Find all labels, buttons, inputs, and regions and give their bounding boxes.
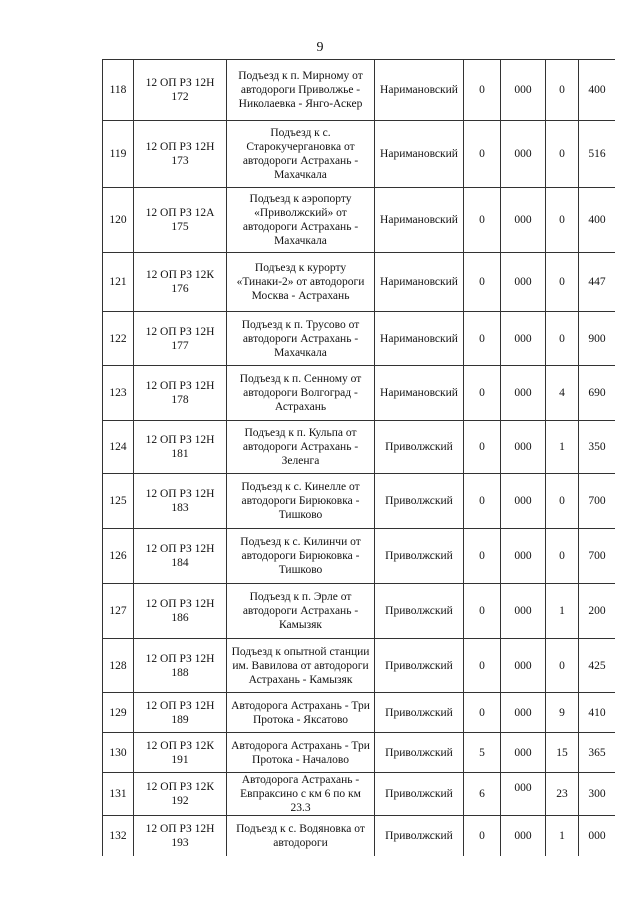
road-name: Подъезд к п. Мирному от автодороги Приволжье - Николаевка - Янго-Аскер: [227, 60, 375, 121]
m-start: [501, 773, 546, 816]
km-start: 0: [464, 121, 501, 188]
km-end: 0: [546, 639, 579, 693]
table-row: [103, 188, 616, 253]
district: Приволжский: [375, 816, 464, 856]
row-number: 118: [103, 60, 134, 121]
m-start: 000: [501, 60, 546, 121]
km-start: 0: [464, 188, 501, 253]
road-code: 12 ОП РЗ 12Н 188: [134, 639, 227, 693]
m-end: 400: [579, 60, 616, 121]
table-row: [103, 693, 616, 733]
row-number: 121: [103, 253, 134, 312]
m-start: 000: [501, 529, 546, 584]
km-start: 0: [464, 474, 501, 529]
district: Приволжский: [375, 639, 464, 693]
km-start: 0: [464, 639, 501, 693]
table-row: [103, 773, 616, 816]
road-name: Подъезд к с. Старокучергановка от автодороги Астрахань - Махачкала: [227, 121, 375, 188]
district: Наримановский: [375, 60, 464, 121]
road-name: Автодорога Астрахань - Евпраксино с км 6 по км 23.3: [227, 773, 375, 816]
district: Приволжский: [375, 773, 464, 816]
table-row: [103, 474, 616, 529]
road-name: Автодорога Астрахань - Три Протока - Яксатово: [227, 693, 375, 733]
km-end: 0: [546, 529, 579, 584]
road-name: Автодорога Астрахань - Три Протока - Началово: [227, 733, 375, 773]
m-end: 200: [579, 584, 616, 639]
district: Приволжский: [375, 529, 464, 584]
km-end: 0: [546, 253, 579, 312]
road-code: 12 ОП РЗ 12Н 183: [134, 474, 227, 529]
district: Наримановский: [375, 188, 464, 253]
row-number: 131: [103, 773, 134, 816]
table-row: [103, 421, 616, 474]
row-number: 127: [103, 584, 134, 639]
km-end: 0: [546, 121, 579, 188]
road-code: 12 ОП РЗ 12К 176: [134, 253, 227, 312]
road-name: Подъезд к п. Сенному от автодороги Волгоград - Астрахань: [227, 366, 375, 421]
m-end: 300: [579, 773, 616, 816]
roads-table-body: [103, 60, 616, 856]
km-start: 0: [464, 816, 501, 856]
m-start: 000: [501, 639, 546, 693]
road-code: 12 ОП РЗ 12Н 186: [134, 584, 227, 639]
km-start: 0: [464, 584, 501, 639]
m-end: 690: [579, 366, 616, 421]
road-code: 12 ОП РЗ 12Н 184: [134, 529, 227, 584]
m-end: 700: [579, 529, 616, 584]
road-name: Подъезд к опытной станции им. Вавилова от автодороги Астрахань - Камызяк: [227, 639, 375, 693]
table-row: [103, 366, 616, 421]
m-start: 000: [501, 312, 546, 366]
km-start: 0: [464, 421, 501, 474]
road-code: 12 ОП РЗ 12Н 181: [134, 421, 227, 474]
row-number: 130: [103, 733, 134, 773]
road-code: 12 ОП РЗ 12Н 178: [134, 366, 227, 421]
district: Наримановский: [375, 312, 464, 366]
table-row: [103, 253, 616, 312]
km-start: 0: [464, 529, 501, 584]
roads-table: [102, 59, 615, 856]
district: Наримановский: [375, 121, 464, 188]
road-code: 12 ОП РЗ 12К 192: [134, 773, 227, 816]
m-end: 447: [579, 253, 616, 312]
table-row: [103, 584, 616, 639]
district: Наримановский: [375, 253, 464, 312]
table-row: [103, 639, 616, 693]
road-name: Подъезд к с. Кинелле от автодороги Бирюковка - Тишково: [227, 474, 375, 529]
road-name: Подъезд к с. Килинчи от автодороги Бирюковка - Тишково: [227, 529, 375, 584]
district: Приволжский: [375, 733, 464, 773]
row-number: 123: [103, 366, 134, 421]
m-start: 000: [501, 366, 546, 421]
m-start: 000: [501, 421, 546, 474]
m-end: 516: [579, 121, 616, 188]
m-end: 350: [579, 421, 616, 474]
m-start: 000: [501, 584, 546, 639]
km-end: 1: [546, 816, 579, 856]
row-number: 129: [103, 693, 134, 733]
km-end: 4: [546, 366, 579, 421]
m-end: 410: [579, 693, 616, 733]
m-end: 700: [579, 474, 616, 529]
row-number: 126: [103, 529, 134, 584]
table-row: [103, 529, 616, 584]
km-start: 0: [464, 312, 501, 366]
road-name: Подъезд к п. Кульпа от автодороги Астрахань - Зеленга: [227, 421, 375, 474]
row-number: 120: [103, 188, 134, 253]
page-number: 9: [316, 40, 324, 55]
m-start: 000: [501, 188, 546, 253]
road-code: 12 ОП РЗ 12Н 189: [134, 693, 227, 733]
road-name: Подъезд к аэропорту «Приволжский» от автодороги Астрахань - Махачкала: [227, 188, 375, 253]
m-start: 000: [501, 816, 546, 856]
road-name: Подъезд к п. Эрле от автодороги Астрахань - Камызяк: [227, 584, 375, 639]
road-code: 12 ОП РЗ 12Н 193: [134, 816, 227, 856]
km-start: 0: [464, 253, 501, 312]
table-row: [103, 733, 616, 773]
table-row: [103, 312, 616, 366]
district: Приволжский: [375, 584, 464, 639]
m-start-value: 000: [514, 782, 532, 794]
km-end: 1: [546, 584, 579, 639]
district: Приволжский: [375, 421, 464, 474]
row-number: 122: [103, 312, 134, 366]
km-end: 0: [546, 60, 579, 121]
km-end: 0: [546, 312, 579, 366]
table-row: [103, 121, 616, 188]
row-number: 124: [103, 421, 134, 474]
road-code: 12 ОП РЗ 12К 191: [134, 733, 227, 773]
row-number: 132: [103, 816, 134, 856]
m-start: 000: [501, 253, 546, 312]
km-end: 23: [546, 773, 579, 816]
km-start: 5: [464, 733, 501, 773]
km-start: 0: [464, 366, 501, 421]
table-row: [103, 816, 616, 856]
district: Приволжский: [375, 693, 464, 733]
m-end: 900: [579, 312, 616, 366]
km-end: 9: [546, 693, 579, 733]
m-start: 000: [501, 474, 546, 529]
district: Наримановский: [375, 366, 464, 421]
m-end: 425: [579, 639, 616, 693]
km-end: 0: [546, 188, 579, 253]
road-name: Подъезд к курорту «Тинаки-2» от автодороги Москва - Астрахань: [227, 253, 375, 312]
m-end: 400: [579, 188, 616, 253]
road-name: Подъезд к с. Водяновка от автодороги: [227, 816, 375, 856]
m-end: 000: [579, 816, 616, 856]
road-code: 12 ОП РЗ 12Н 177: [134, 312, 227, 366]
road-code: 12 ОП РЗ 12Н 172: [134, 60, 227, 121]
m-start: 000: [501, 693, 546, 733]
table-row: [103, 60, 616, 121]
m-start: 000: [501, 733, 546, 773]
road-name: Подъезд к п. Трусово от автодороги Астрахань - Махачкала: [227, 312, 375, 366]
district: Приволжский: [375, 474, 464, 529]
km-end: 15: [546, 733, 579, 773]
road-code: 12 ОП РЗ 12А 175: [134, 188, 227, 253]
m-start: 000: [501, 121, 546, 188]
road-code: 12 ОП РЗ 12Н 173: [134, 121, 227, 188]
row-number: 125: [103, 474, 134, 529]
km-start: 6: [464, 773, 501, 816]
km-start: 0: [464, 693, 501, 733]
row-number: 119: [103, 121, 134, 188]
m-end: 365: [579, 733, 616, 773]
km-end: 1: [546, 421, 579, 474]
km-start: 0: [464, 60, 501, 121]
row-number: 128: [103, 639, 134, 693]
km-end: 0: [546, 474, 579, 529]
